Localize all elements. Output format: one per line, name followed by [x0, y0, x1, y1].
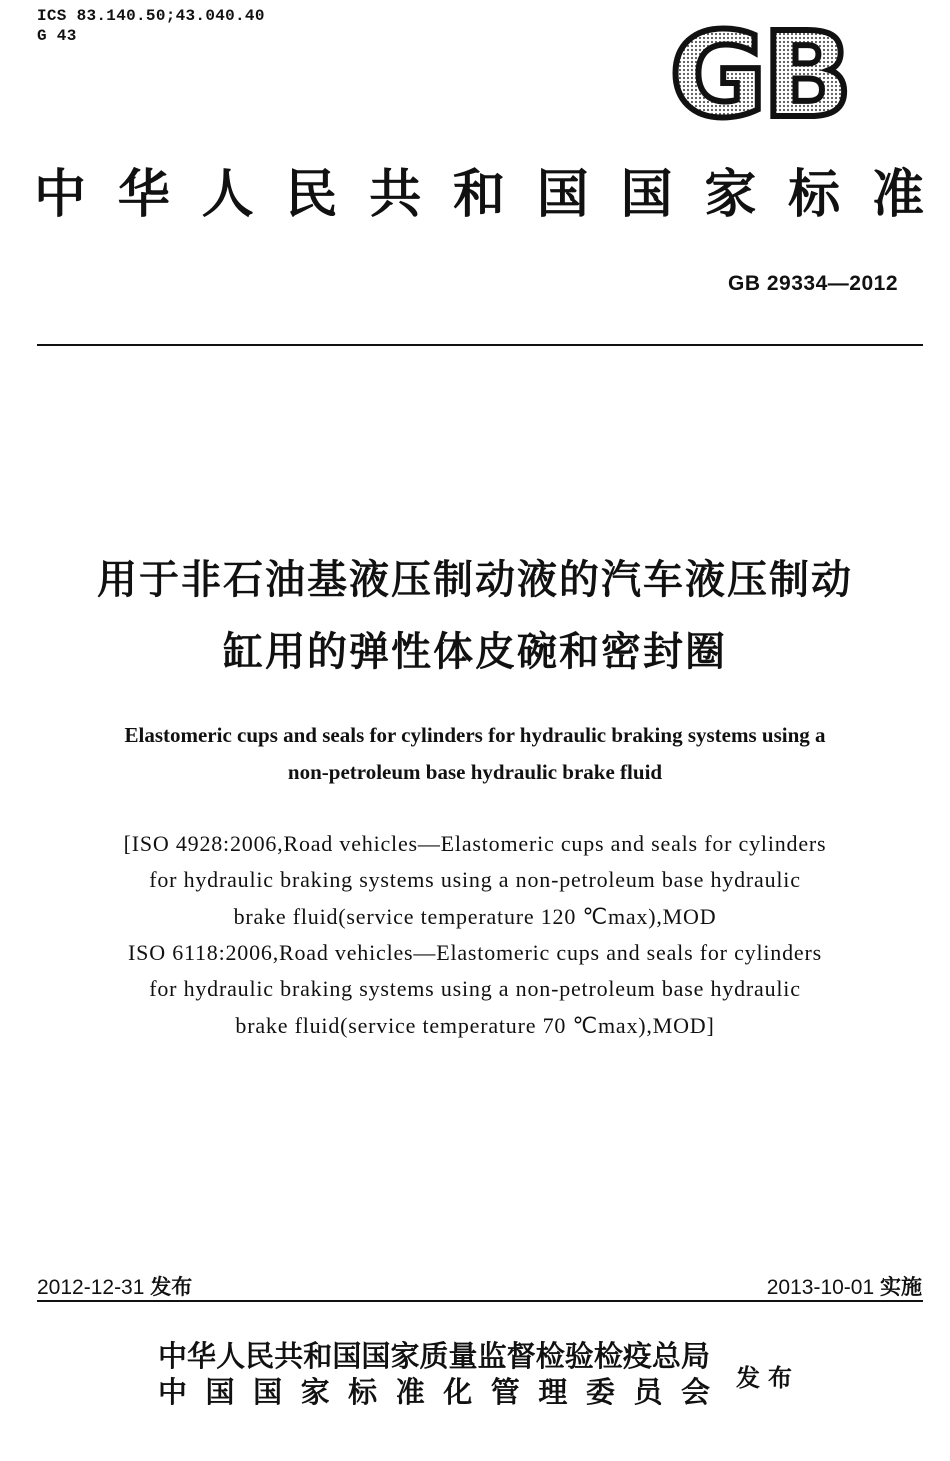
title-cn-line2: 缸用的弹性体皮碗和密封圈: [223, 629, 727, 675]
title-en-line2: non-petroleum base hydraulic brake fluid: [287, 760, 663, 784]
gb-logo: [650, 20, 868, 128]
implement-date: [767, 1271, 922, 1301]
iso-ref-line: [ISO 4928:2006,Road vehicles—Elastomeric cups and seals for cylinders: [123, 831, 827, 856]
implement-date-value: 2013-10-01: [766, 1276, 875, 1299]
implement-label: 实施: [880, 1275, 922, 1299]
publish-label: 发布: [736, 1364, 800, 1392]
issue-date-value: 2012-12-31: [37, 1276, 145, 1299]
standard-number: GB 29334—2012: [728, 272, 898, 295]
footer-divider: [37, 1300, 923, 1302]
publisher-aqsiq: 中华人民共和国国家质量监督检验检疫总局: [158, 1339, 710, 1373]
ics-code: ICS 83.140.50;43.040.40: [37, 7, 265, 25]
iso-ref-line: brake fluid(service temperature 70 ℃max),MOD]: [235, 1013, 715, 1038]
publisher-sac: 中国国家标准化管理委员会: [158, 1375, 710, 1409]
iso-ref-line: brake fluid(service temperature 120 ℃max),MOD: [233, 904, 717, 929]
header-divider: [37, 344, 923, 346]
title-cn-line1: 用于非石油基液压制动液的汽车液压制动: [97, 557, 853, 603]
iso-ref-line: ISO 6118:2006,Road vehicles—Elastomeric cups and seals for cylinders: [128, 940, 822, 965]
iso-ref-line: for hydraulic braking systems using a non-petroleum base hydraulic: [149, 867, 801, 892]
issue-date: [37, 1271, 192, 1301]
iso-ref-line: for hydraulic braking systems using a non-petroleum base hydraulic: [149, 976, 801, 1001]
issue-label: 发布: [150, 1275, 193, 1299]
ccs-code: G 43: [37, 27, 77, 45]
gb-logo-text: GB: [669, 20, 849, 128]
classification-codes: [37, 6, 265, 46]
title-en-line1: Elastomeric cups and seals for cylinders for hydraulic braking systems using a: [124, 723, 826, 747]
national-standard-title: 中华人民共和国国家标准: [34, 164, 924, 225]
